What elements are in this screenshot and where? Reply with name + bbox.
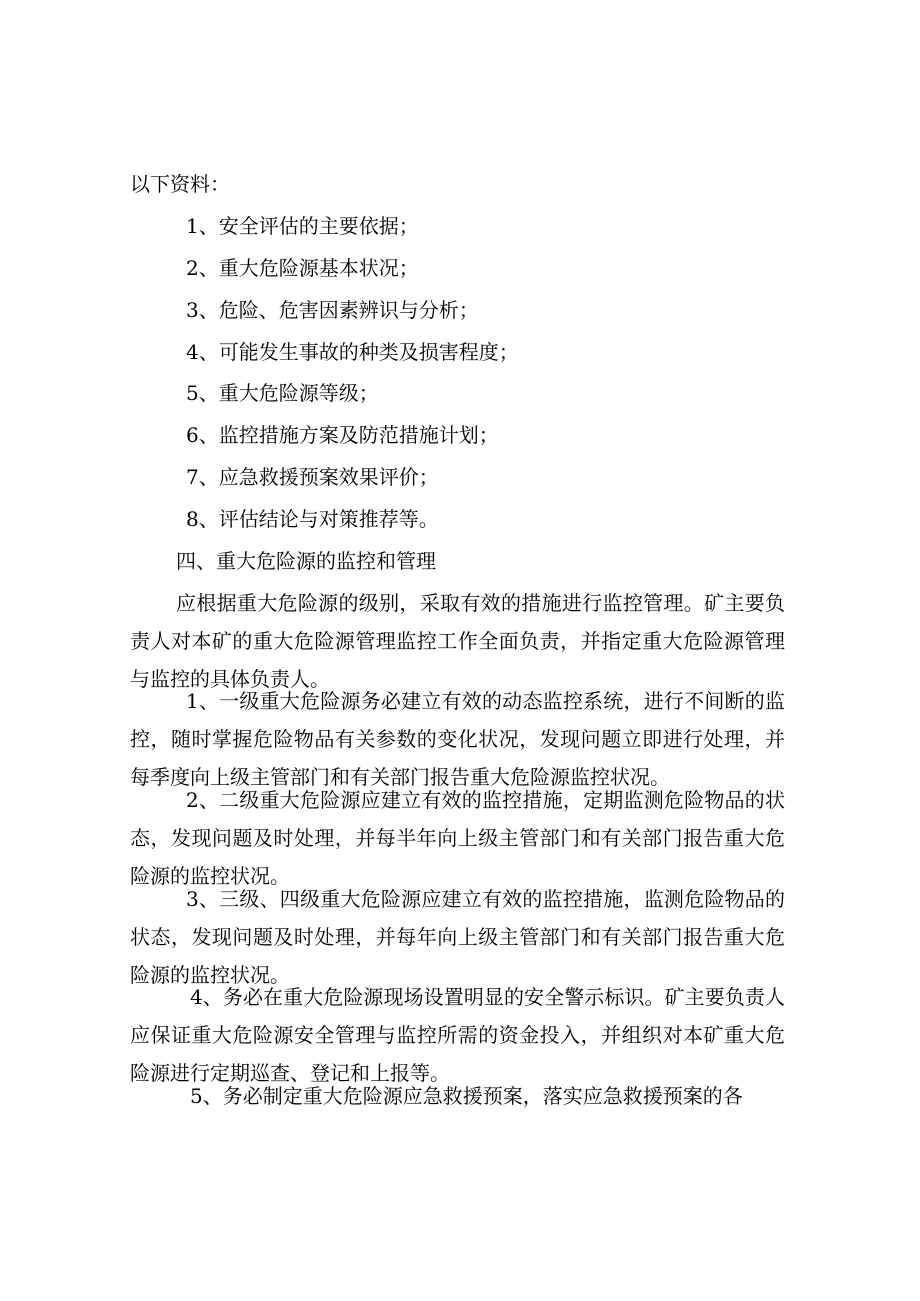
- list-item: 5、重大危险源等级；: [186, 381, 379, 405]
- paragraph: 1、一级重大危险源务必建立有效的动态监控系统，进行不间断的监控，随时掌握危险物品有关参数的变化状况，发现问题立即进行处理，并每季度向上级主管部门和有关部门报告重大危险源监控状况。: [130, 689, 785, 789]
- paragraph: 4、务必在重大危险源现场设置明显的安全警示标识。矿主要负责人应保证重大危险源安全管理与监控所需的资金投入，并组织对本矿重大危险源进行定期巡查、登记和上报等。: [130, 985, 785, 1085]
- paragraph: 2、二级重大危险源应建立有效的监控措施，定期监测危险物品的状态，发现问题及时处理，并每半年向上级主管部门和有关部门报告重大危险源的监控状况。: [130, 788, 785, 888]
- list-item: 3、危险、危害因素辨识与分析；: [186, 298, 479, 322]
- list-item: 4、可能发生事故的种类及损害程度；: [186, 340, 519, 364]
- list-item: 6、监控措施方案及防范措施计划；: [186, 423, 499, 447]
- list-item: 1、安全评估的主要依据；: [186, 214, 419, 238]
- list-item: 2、重大危险源基本状况；: [186, 256, 419, 280]
- intro-text: 以下资料：: [130, 172, 230, 196]
- paragraph: 5、务必制定重大危险源应急救援预案，落实应急救援预案的各: [190, 1084, 743, 1108]
- paragraph: 应根据重大危险源的级别，采取有效的措施进行监控管理。矿主要负责人对本矿的重大危险源管理监控工作全面负责，并指定重大危险源管理与监控的具体负责人。: [130, 591, 785, 691]
- section-heading: 四、重大危险源的监控和管理: [176, 549, 436, 573]
- list-item: 8、评估结论与对策推荐等。: [186, 507, 439, 531]
- list-item: 7、应急救援预案效果评价；: [186, 465, 439, 489]
- paragraph: 3、三级、四级重大危险源应建立有效的监控措施，监测危险物品的状态，发现问题及时处理，并每年向上级主管部门和有关部门报告重大危险源的监控状况。: [130, 887, 785, 987]
